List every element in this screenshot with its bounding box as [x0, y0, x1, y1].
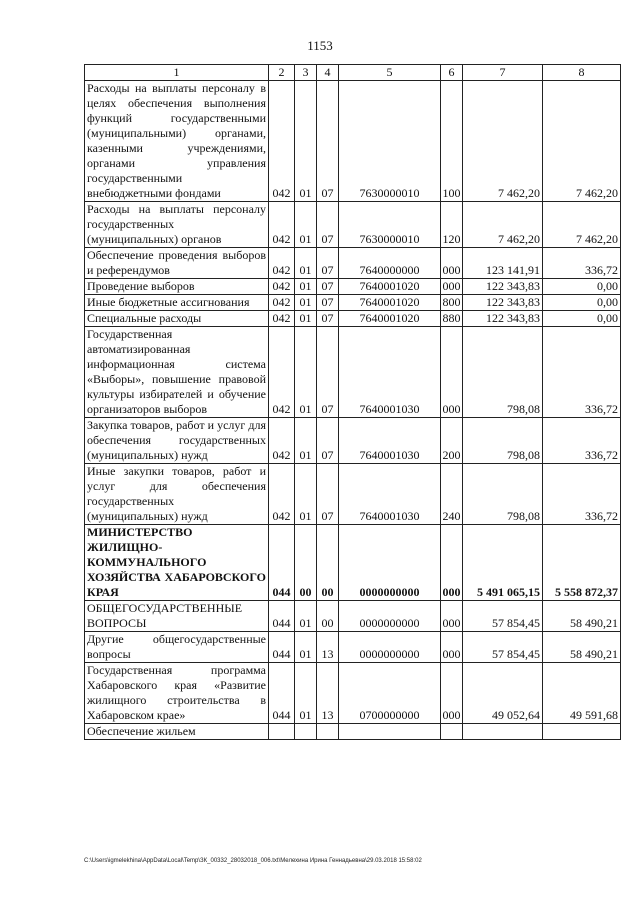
row-name: Обеспечение проведения выборов и референдумов	[85, 248, 269, 279]
subsection-code: 00	[317, 525, 339, 601]
amount-year-2: 0,00	[543, 295, 621, 311]
budget-table	[84, 64, 621, 740]
table-row	[85, 464, 621, 525]
expense-type-code: 000	[441, 601, 463, 632]
row-name: Обеспечение жильем	[85, 724, 269, 740]
target-code: 7630000010	[339, 81, 441, 202]
subsection-code	[317, 724, 339, 740]
section-code: 01	[295, 81, 317, 202]
section-code: 00	[295, 525, 317, 601]
section-code: 01	[295, 327, 317, 418]
table-row	[85, 202, 621, 248]
admin-code: 044	[269, 601, 295, 632]
expense-type-code: 000	[442, 279, 461, 293]
table-row	[85, 525, 621, 601]
expense-type-code: 000	[441, 327, 463, 418]
section-code: 01	[295, 632, 317, 663]
admin-code: 044	[269, 632, 295, 663]
table-row	[85, 724, 621, 740]
admin-code: 042	[269, 418, 295, 464]
amount-year-1	[463, 724, 543, 740]
amount-year-1: 5 491 065,15	[463, 525, 543, 601]
expense-type-code: 120	[441, 202, 463, 248]
target-code: 7640001020	[339, 279, 441, 295]
admin-code	[269, 724, 295, 740]
target-code: 7630000010	[339, 202, 441, 248]
target-code: 7640001020	[339, 311, 441, 327]
table-row	[85, 248, 621, 279]
amount-year-2: 5 558 872,37	[543, 525, 621, 601]
column-number: 8	[543, 65, 621, 81]
expense-type-code: 000	[441, 248, 463, 279]
column-number: 1	[85, 65, 269, 81]
amount-year-1: 7 462,20	[463, 202, 543, 248]
expense-type-code: 880	[442, 311, 461, 325]
subsection-code: 07	[317, 311, 339, 327]
target-code: 0000000000	[339, 632, 441, 663]
file-path-footer: C:\Users\igmelekhina\AppData\Local\Temp\ЗК_00332_28032018_006.txt\Мелехина Ирина Геннадьевна\29.03.2018 15:58:02	[84, 858, 422, 864]
admin-code: 042	[269, 464, 295, 525]
amount-year-2: 336,72	[543, 248, 621, 279]
amount-year-2: 336,72	[543, 464, 621, 525]
target-code: 0700000000	[339, 663, 441, 724]
row-name: Другие общегосударственные вопросы	[85, 632, 269, 663]
expense-type-code: 000	[441, 525, 463, 601]
section-code: 01	[295, 464, 317, 525]
admin-code: 042	[269, 202, 295, 248]
admin-code: 042	[269, 311, 295, 327]
expense-type-code	[441, 724, 463, 740]
row-name: МИНИСТЕРСТВО ЖИЛИЩНО-КОММУНАЛЬНОГО ХОЗЯЙСТВА ХАБАРОВСКОГО КРАЯ	[85, 525, 269, 601]
amount-year-1: 7 462,20	[463, 81, 543, 202]
subsection-code: 07	[317, 202, 339, 248]
target-code: 0000000000	[339, 601, 441, 632]
amount-year-2: 0,00	[543, 279, 621, 295]
row-name: Иные закупки товаров, работ и услуг для обеспечения государственных (муниципальных) нужд	[85, 464, 269, 525]
admin-code: 042	[269, 295, 295, 311]
section-code: 01	[295, 248, 317, 279]
admin-code: 044	[269, 663, 295, 724]
row-name: Расходы на выплаты персоналу государственных (муниципальных) органов	[85, 202, 269, 248]
amount-year-2: 58 490,21	[543, 632, 621, 663]
admin-code: 042	[269, 248, 295, 279]
table-row	[85, 81, 621, 202]
target-code: 0000000000	[339, 525, 441, 601]
amount-year-2: 7 462,20	[543, 202, 621, 248]
column-number: 6	[441, 65, 463, 81]
expense-type-code: 100	[441, 81, 463, 202]
column-number: 3	[295, 65, 317, 81]
row-name: Государственная программа Хабаровского края «Развитие жилищного строительства в Хабаровском крае»	[85, 663, 269, 724]
section-code: 01	[295, 202, 317, 248]
target-code: 7640000000	[339, 248, 441, 279]
section-code: 01	[295, 279, 317, 295]
expense-type-code: 800	[442, 295, 461, 309]
target-code: 7640001030	[339, 418, 441, 464]
subsection-code: 13	[317, 663, 339, 724]
table-row	[85, 663, 621, 724]
table-row	[85, 418, 621, 464]
row-name: Закупка товаров, работ и услуг для обеспечения государственных (муниципальных) нужд	[85, 418, 269, 464]
column-number: 2	[269, 65, 295, 81]
amount-year-2: 7 462,20	[543, 81, 621, 202]
subsection-code: 00	[317, 601, 339, 632]
target-code: 7640001030	[339, 464, 441, 525]
amount-year-1: 798,08	[463, 418, 543, 464]
row-name: Государственная автоматизированная информационная система «Выборы», повышение правовой культуры избирателей и обучение организаторов выборов	[85, 327, 269, 418]
column-number: 5	[339, 65, 441, 81]
table-row	[85, 295, 621, 311]
page-number: 1153	[307, 38, 333, 53]
expense-type-code: 240	[441, 464, 463, 525]
section-code: 01	[295, 601, 317, 632]
subsection-code: 07	[317, 81, 339, 202]
table-header-row	[85, 65, 621, 81]
target-code: 7640001020	[339, 295, 441, 311]
column-number: 4	[317, 65, 339, 81]
amount-year-2: 58 490,21	[543, 601, 621, 632]
amount-year-1: 798,08	[463, 327, 543, 418]
expense-type-code: 200	[441, 418, 463, 464]
row-name: Проведение выборов	[85, 279, 269, 295]
amount-year-1: 123 141,91	[463, 248, 543, 279]
subsection-code: 07	[317, 248, 339, 279]
admin-code: 042	[269, 81, 295, 202]
admin-code: 042	[269, 327, 295, 418]
amount-year-1: 798,08	[463, 464, 543, 525]
amount-year-2	[543, 724, 621, 740]
section-code: 01	[295, 311, 317, 327]
column-number: 7	[463, 65, 543, 81]
amount-year-1: 122 343,83	[463, 311, 543, 327]
table-row	[85, 311, 621, 327]
expense-type-code: 000	[441, 663, 463, 724]
amount-year-1: 49 052,64	[463, 663, 543, 724]
row-name: Специальные расходы	[85, 311, 269, 327]
subsection-code: 07	[317, 295, 339, 311]
subsection-code: 07	[317, 279, 339, 295]
subsection-code: 07	[317, 464, 339, 525]
section-code: 01	[295, 663, 317, 724]
admin-code: 044	[269, 525, 295, 601]
amount-year-2: 49 591,68	[543, 663, 621, 724]
amount-year-1: 57 854,45	[463, 632, 543, 663]
table-row	[85, 279, 621, 295]
section-code: 01	[295, 295, 317, 311]
subsection-code: 07	[317, 327, 339, 418]
amount-year-1: 122 343,83	[463, 295, 543, 311]
amount-year-1: 122 343,83	[463, 279, 543, 295]
subsection-code: 13	[317, 632, 339, 663]
row-name: ОБЩЕГОСУДАРСТВЕННЫЕ ВОПРОСЫ	[85, 601, 269, 632]
row-name: Расходы на выплаты персоналу в целях обеспечения выполнения функций государственными (муниципальными) органами, казенными учреждениями, органами управления государственными внебюджетными фондами	[85, 81, 269, 202]
amount-year-2: 336,72	[543, 418, 621, 464]
amount-year-2: 336,72	[543, 327, 621, 418]
table-row	[85, 327, 621, 418]
section-code: 01	[295, 418, 317, 464]
table-row	[85, 601, 621, 632]
target-code	[339, 724, 441, 740]
amount-year-2: 0,00	[543, 311, 621, 327]
section-code	[295, 724, 317, 740]
row-name: Иные бюджетные ассигнования	[85, 295, 269, 311]
target-code: 7640001030	[339, 327, 441, 418]
expense-type-code: 000	[441, 632, 463, 663]
table-row	[85, 632, 621, 663]
admin-code: 042	[269, 279, 295, 295]
subsection-code: 07	[317, 418, 339, 464]
amount-year-1: 57 854,45	[463, 601, 543, 632]
